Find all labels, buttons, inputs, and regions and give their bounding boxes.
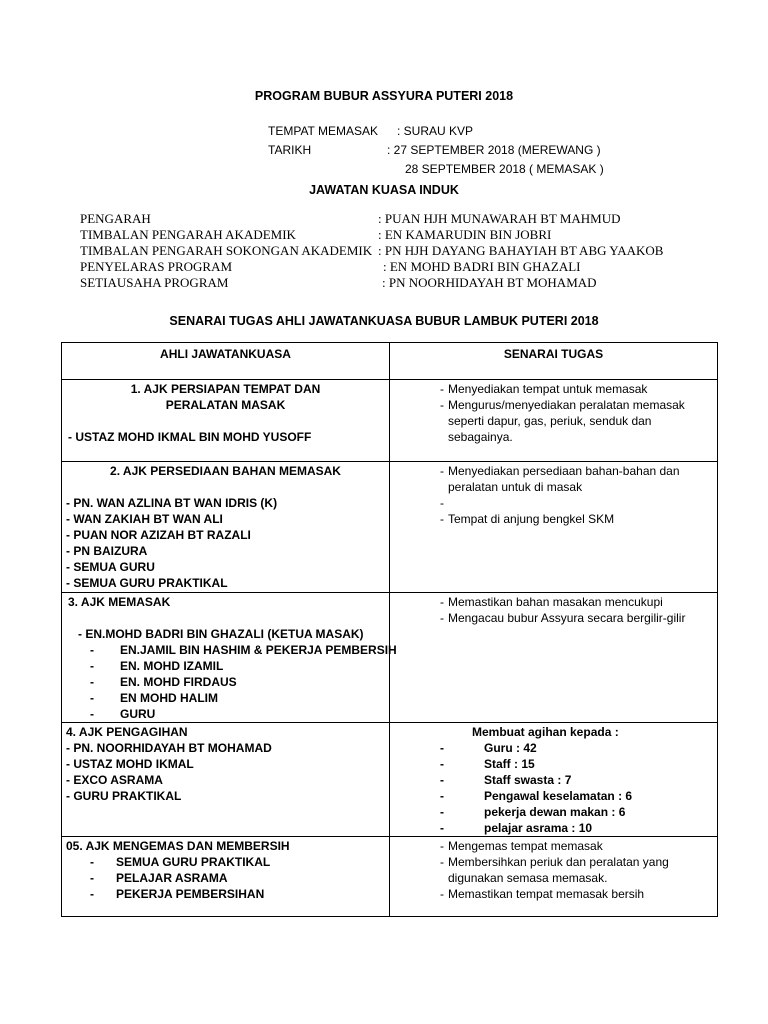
member-item: - EN. MOHD FIRDAUS [90, 675, 237, 689]
table-row [62, 380, 718, 462]
task-item: - Menyediakan persediaan bahan-bahan dan peralatan untuk di masak [440, 464, 680, 494]
member-item: - GURU [90, 707, 156, 721]
member-item: - PN BAIZURA [66, 544, 148, 558]
member-item: - WAN ZAKIAH BT WAN ALI [66, 512, 223, 526]
member-item: - PN. WAN AZLINA BT WAN IDRIS (K) [66, 496, 278, 510]
member-item: - PEKERJA PEMBERSIHAN [90, 887, 265, 901]
task-item: - Staff : 15 [440, 757, 535, 771]
task-item: - Guru : 42 [440, 741, 537, 755]
committee-role: PENGARAH [80, 211, 151, 226]
members-cell [62, 593, 397, 723]
column-header-members: AHLI JAWATANKUASA [62, 343, 390, 380]
tasks-cell [390, 837, 718, 917]
table-row [62, 837, 718, 917]
task-item: - Menyediakan tempat untuk memasak [440, 382, 648, 396]
section-title: 3. AJK MEMASAK [68, 595, 171, 609]
task-item: - Mengacau bubur Assyura secara bergilir-gilir [440, 611, 686, 625]
members-cell [62, 462, 390, 593]
task-item: - Memastikan bahan masakan mencukupi [440, 595, 663, 609]
committee-name: : PN NOORHIDAYAH BT MOHAMAD [382, 275, 597, 290]
task-item: - [440, 496, 444, 510]
task-item: - pekerja dewan makan : 6 [440, 805, 626, 819]
member-item: - SEMUA GURU PRAKTIKAL [66, 576, 228, 590]
date-label: TARIKH [268, 143, 312, 157]
task-item: - Membersihkan periuk dan peralatan yang digunakan semasa memasak. [440, 855, 669, 885]
venue-value: : SURAU KVP [397, 124, 474, 138]
member-item: - PN. NOORHIDAYAH BT MOHAMAD [66, 741, 272, 755]
committee-role: PENYELARAS PROGRAM [80, 259, 233, 274]
members-cell [62, 723, 390, 837]
table-header-row [62, 343, 718, 380]
section-title: 2. AJK PERSEDIAAN BAHAN MEMASAK [110, 464, 341, 478]
venue-label: TEMPAT MEMASAK [268, 124, 379, 138]
section-title: 4. AJK PENGAGIHAN [66, 725, 188, 739]
section-title: 05. AJK MENGEMAS DAN MEMBERSIH [66, 839, 290, 853]
tasks-cell [390, 462, 718, 593]
committee-name: : PN HJH DAYANG BAHAYIAH BT ABG YAAKOB [378, 243, 664, 258]
date-value-1: : 27 SEPTEMBER 2018 (MEREWANG ) [387, 143, 601, 157]
member-item: - EN MOHD HALIM [90, 691, 218, 705]
member-item: - PELAJAR ASRAMA [90, 871, 228, 885]
committee-role: SETIAUSAHA PROGRAM [80, 275, 229, 290]
member-item: - SEMUA GURU PRAKTIKAL [90, 855, 271, 869]
task-item: - Mengemas tempat memasak [440, 839, 603, 853]
task-item: - pelajar asrama : 10 [440, 821, 593, 835]
member-item: - USTAZ MOHD IKMAL [66, 757, 194, 771]
committee-role: TIMBALAN PENGARAH AKADEMIK [80, 227, 296, 242]
tasks-cell [390, 593, 718, 723]
member-item: - USTAZ MOHD IKMAL BIN MOHD YUSOFF [68, 430, 312, 444]
tasks-cell [390, 723, 718, 837]
tasks-heading: Membuat agihan kepada : [472, 725, 619, 739]
member-item: - EXCO ASRAMA [66, 773, 163, 787]
member-item: - EN.JAMIL BIN HASHIM & PEKERJA PEMBERSIH [90, 643, 397, 657]
task-item: - Mengurus/menyediakan peralatan memasak seperti dapur, gas, periuk, senduk dan sebagainya. [440, 398, 685, 444]
tasks-cell [390, 380, 718, 462]
committee-name: : PUAN HJH MUNAWARAH BT MAHMUD [378, 211, 621, 226]
date-value-2: 28 SEPTEMBER 2018 ( MEMASAK ) [405, 162, 604, 176]
committee-heading: JAWATAN KUASA INDUK [309, 183, 459, 197]
table-row [62, 723, 718, 837]
member-item: - EN. MOHD IZAMIL [90, 659, 224, 673]
task-item: - Tempat di anjung bengkel SKM [440, 512, 615, 526]
member-item: - GURU PRAKTIKAL [66, 789, 182, 803]
task-item: - Staff swasta : 7 [440, 773, 572, 787]
lead-member: - EN.MOHD BADRI BIN GHAZALI (KETUA MASAK) [78, 627, 364, 641]
section-title: 1. AJK PERSIAPAN TEMPAT DAN [130, 382, 321, 396]
committee-name: : EN KAMARUDIN BIN JOBRI [378, 227, 552, 242]
task-item: - Pengawal keselamatan : 6 [440, 789, 633, 803]
duty-list-heading: SENARAI TUGAS AHLI JAWATANKUASA BUBUR LAMBUK PUTERI 2018 [169, 314, 599, 328]
section-title: PERALATAN MASAK [165, 398, 286, 412]
table-row [62, 462, 718, 593]
members-cell [62, 837, 390, 917]
member-item: - SEMUA GURU [66, 560, 155, 574]
program-title: PROGRAM BUBUR ASSYURA PUTERI 2018 [254, 89, 514, 103]
table-row [62, 593, 718, 723]
task-item: - Memastikan tempat memasak bersih [440, 887, 645, 901]
committee-role: TIMBALAN PENGARAH SOKONGAN AKADEMIK [80, 243, 373, 258]
duty-table [61, 342, 718, 917]
member-item: - PUAN NOR AZIZAH BT RAZALI [66, 528, 251, 542]
column-header-tasks: SENARAI TUGAS [390, 343, 718, 380]
committee-name: : EN MOHD BADRI BIN GHAZALI [383, 259, 581, 274]
members-cell [62, 380, 390, 462]
